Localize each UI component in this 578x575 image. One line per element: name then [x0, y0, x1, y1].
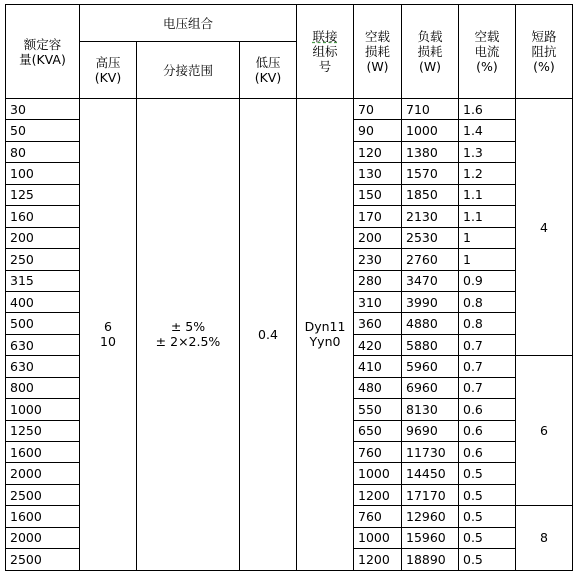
tap-cell-line2: ± 2×2.5%	[155, 334, 221, 350]
header-noload-loss-line3: (W)	[366, 59, 389, 74]
load-loss-cell: 6960	[402, 377, 459, 398]
noload-loss-cell: 230	[354, 249, 402, 270]
capacity-cell: 2000	[6, 527, 80, 548]
load-loss-cell: 11730	[402, 442, 459, 463]
load-loss-cell: 2130	[402, 206, 459, 227]
hv-cell-line2: 10	[100, 334, 116, 350]
noload-loss-cell: 420	[354, 334, 402, 355]
header-lv	[240, 42, 297, 99]
noload-loss-cell: 1000	[354, 527, 402, 548]
noload-current-cell: 0.8	[459, 313, 516, 334]
load-loss-cell: 5880	[402, 334, 459, 355]
noload-current-cell: 1	[459, 227, 516, 248]
noload-current-cell: 0.5	[459, 484, 516, 505]
capacity-cell: 100	[6, 163, 80, 184]
load-loss-cell: 1850	[402, 184, 459, 205]
header-noload-current	[459, 5, 516, 99]
load-loss-cell: 3470	[402, 270, 459, 291]
noload-current-cell: 1.2	[459, 163, 516, 184]
impedance-cell: 8	[516, 506, 573, 570]
noload-loss-cell: 310	[354, 291, 402, 312]
noload-loss-cell: 120	[354, 141, 402, 162]
header-connection	[297, 5, 354, 99]
header-load-loss-line3: (W)	[418, 59, 442, 74]
header-connection-line2: 组标	[312, 44, 338, 59]
header-capacity-line2: 量(KVA)	[19, 51, 66, 67]
load-loss-cell: 18890	[402, 549, 459, 570]
header-load-loss	[402, 5, 459, 99]
tap-cell	[137, 99, 240, 571]
noload-loss-cell: 410	[354, 356, 402, 377]
impedance-cell: 6	[516, 356, 573, 506]
noload-loss-cell: 360	[354, 313, 402, 334]
capacity-cell: 125	[6, 184, 80, 205]
capacity-cell: 1250	[6, 420, 80, 441]
noload-current-cell: 0.5	[459, 527, 516, 548]
noload-loss-cell: 200	[354, 227, 402, 248]
noload-current-cell: 0.8	[459, 291, 516, 312]
transformer-spec-table	[5, 4, 573, 571]
hv-cell	[80, 99, 137, 571]
header-lv-line1: 低压	[255, 55, 281, 70]
noload-current-cell: 1	[459, 249, 516, 270]
noload-current-cell: 0.5	[459, 506, 516, 527]
load-loss-cell: 9690	[402, 420, 459, 441]
load-loss-cell: 3990	[402, 291, 459, 312]
noload-loss-cell: 1200	[354, 549, 402, 570]
header-capacity-line1: 额定容	[23, 36, 62, 52]
capacity-cell: 80	[6, 141, 80, 162]
capacity-cell: 2000	[6, 463, 80, 484]
capacity-cell: 630	[6, 356, 80, 377]
noload-current-cell: 0.6	[459, 420, 516, 441]
load-loss-cell: 2530	[402, 227, 459, 248]
header-impedance-line3: (%)	[533, 59, 555, 74]
connection-cell-line1: Dyn11	[304, 319, 346, 335]
capacity-cell: 50	[6, 120, 80, 141]
header-impedance	[516, 5, 573, 99]
header-impedance-line1: 短路	[531, 29, 557, 44]
noload-loss-cell: 280	[354, 270, 402, 291]
noload-loss-cell: 650	[354, 420, 402, 441]
header-load-loss-line1: 负载	[417, 29, 443, 44]
noload-loss-cell: 550	[354, 399, 402, 420]
noload-loss-cell: 480	[354, 377, 402, 398]
noload-current-cell: 0.6	[459, 399, 516, 420]
header-noload-loss-line2: 损耗	[364, 44, 390, 59]
load-loss-cell: 4880	[402, 313, 459, 334]
noload-current-cell: 0.5	[459, 463, 516, 484]
noload-loss-cell: 150	[354, 184, 402, 205]
load-loss-cell: 14450	[402, 463, 459, 484]
noload-loss-cell: 90	[354, 120, 402, 141]
header-tap: 分接范围	[137, 42, 240, 99]
noload-current-cell: 1.6	[459, 99, 516, 120]
header-capacity	[6, 5, 80, 99]
noload-current-cell: 1.1	[459, 206, 516, 227]
header-noload-current-line2: 电流	[474, 44, 500, 59]
header-impedance-line2: 阻抗	[531, 44, 557, 59]
noload-loss-cell: 760	[354, 442, 402, 463]
noload-current-cell: 1.1	[459, 184, 516, 205]
tap-cell-line1: ± 5%	[170, 319, 206, 335]
load-loss-cell: 12960	[402, 506, 459, 527]
table-body	[6, 99, 573, 571]
header-noload-loss	[354, 5, 402, 99]
load-loss-cell: 1380	[402, 141, 459, 162]
impedance-cell: 4	[516, 99, 573, 356]
noload-current-cell: 0.7	[459, 356, 516, 377]
load-loss-cell: 8130	[402, 399, 459, 420]
header-hv	[80, 42, 137, 99]
connection-cell	[297, 99, 354, 571]
load-loss-cell: 1000	[402, 120, 459, 141]
noload-loss-cell: 130	[354, 163, 402, 184]
capacity-cell: 800	[6, 377, 80, 398]
noload-loss-cell: 760	[354, 506, 402, 527]
header-lv-line2: (KV)	[254, 70, 282, 85]
hv-cell-line1: 6	[104, 319, 112, 335]
capacity-cell: 2500	[6, 484, 80, 505]
capacity-cell: 1600	[6, 506, 80, 527]
load-loss-cell: 1570	[402, 163, 459, 184]
capacity-cell: 1600	[6, 442, 80, 463]
noload-current-cell: 0.6	[459, 442, 516, 463]
load-loss-cell: 17170	[402, 484, 459, 505]
noload-current-cell: 0.9	[459, 270, 516, 291]
load-loss-cell: 2760	[402, 249, 459, 270]
noload-current-cell: 1.3	[459, 141, 516, 162]
load-loss-cell: 710	[402, 99, 459, 120]
noload-loss-cell: 170	[354, 206, 402, 227]
capacity-cell: 160	[6, 206, 80, 227]
noload-current-cell: 0.7	[459, 334, 516, 355]
load-loss-cell: 5960	[402, 356, 459, 377]
noload-current-cell: 0.5	[459, 549, 516, 570]
header-voltage-group: 电压组合	[80, 5, 297, 42]
capacity-cell: 30	[6, 99, 80, 120]
capacity-cell: 1000	[6, 399, 80, 420]
noload-current-cell: 0.7	[459, 377, 516, 398]
noload-loss-cell: 70	[354, 99, 402, 120]
header-noload-loss-line1: 空载	[364, 29, 390, 44]
capacity-cell: 400	[6, 291, 80, 312]
header-connection-line1: 联接	[312, 29, 338, 44]
capacity-cell: 315	[6, 270, 80, 291]
header-hv-line1: 高压	[95, 55, 121, 70]
header-noload-current-line3: (%)	[476, 59, 498, 74]
capacity-cell: 2500	[6, 549, 80, 570]
noload-loss-cell: 1200	[354, 484, 402, 505]
header-noload-current-line1: 空载	[474, 29, 500, 44]
capacity-cell: 200	[6, 227, 80, 248]
capacity-cell: 500	[6, 313, 80, 334]
table-row	[6, 99, 573, 120]
header-hv-line2: (KV)	[94, 70, 122, 85]
connection-cell-line2: Yyn0	[309, 334, 341, 350]
noload-loss-cell: 1000	[354, 463, 402, 484]
capacity-cell: 630	[6, 334, 80, 355]
lv-cell: 0.4	[240, 99, 297, 571]
load-loss-cell: 15960	[402, 527, 459, 548]
header-connection-line3: 号	[318, 59, 332, 74]
header-load-loss-line2: 损耗	[417, 44, 443, 59]
noload-current-cell: 1.4	[459, 120, 516, 141]
capacity-cell: 250	[6, 249, 80, 270]
